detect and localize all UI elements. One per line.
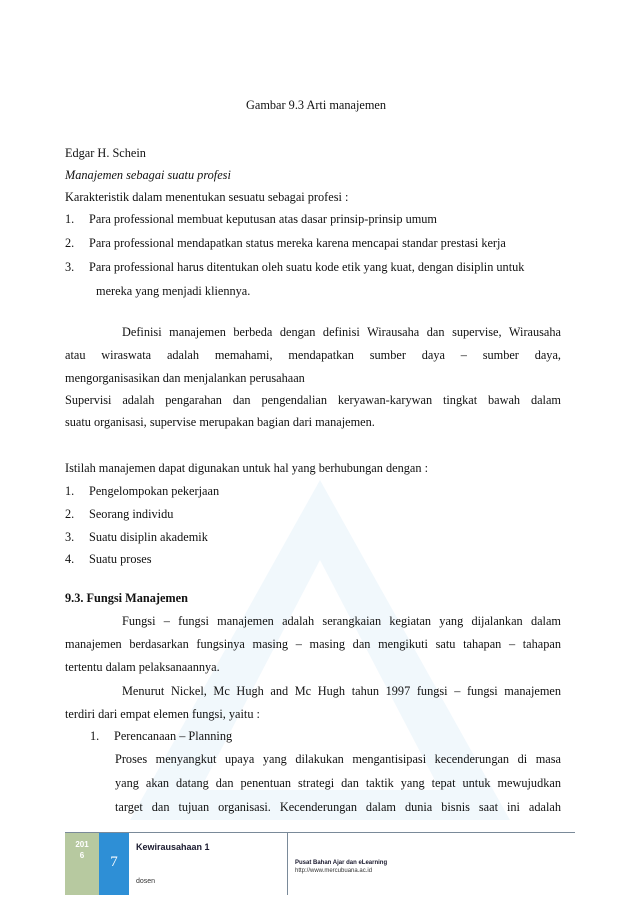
paragraph-supervision-line: suatu organisasi, supervise merupakan bagian dari manajemen. bbox=[65, 415, 375, 429]
paragraph-nickel-line: terdiri dari empat elemen fungsi, yaitu : bbox=[65, 707, 260, 721]
paragraph-planning-line: Proses menyangkut upaya yang dilakukan mengantisipasi kecenderungan di masa bbox=[115, 752, 561, 766]
footer-divider bbox=[287, 833, 288, 895]
list-item bbox=[65, 235, 506, 251]
footer-lecturer: dosen bbox=[136, 878, 156, 885]
footer-center-name: Pusat Bahan Ajar dan eLearning bbox=[295, 860, 388, 866]
list-item-text: Para professional harus ditentukan oleh suatu kode etik yang kuat, dengan disiplin untuk bbox=[89, 260, 525, 274]
footer-page-number: 7 bbox=[99, 833, 129, 895]
list-item-text: Para professional mendapatkan status mereka karena mencapai standar prestasi kerja bbox=[89, 236, 506, 250]
author-name: Edgar H. Schein bbox=[65, 146, 146, 160]
list-item-number: 3. bbox=[65, 260, 75, 274]
footer-course-title: Kewirausahaan 1 bbox=[136, 842, 210, 852]
list-item bbox=[65, 211, 437, 227]
list-item-number: 2. bbox=[65, 507, 75, 521]
list-item-number: 1. bbox=[65, 212, 75, 226]
footer-year-line: 6 bbox=[79, 851, 85, 860]
list-item bbox=[65, 259, 524, 275]
paragraph-definition-line: mengorganisasikan dan menjalankan perusahaan bbox=[65, 371, 305, 385]
list-item-number: 1. bbox=[90, 729, 100, 743]
paragraph-nickel-line: Menurut Nickel, Mc Hugh and Mc Hugh tahun 1997 fungsi – fungsi manajemen bbox=[122, 684, 561, 698]
paragraph-definition-line: Definisi manajemen berbeda dengan definisi Wirausaha dan supervise, Wirausaha bbox=[122, 325, 561, 339]
section-heading: 9.3. Fungsi Manajemen bbox=[65, 591, 188, 605]
list-item bbox=[65, 506, 173, 522]
paragraph-planning-line: yang akan datang dan penentuan strategi dan taktik yang tepat untuk mewujudkan bbox=[115, 776, 561, 790]
list-item-text: Para professional membuat keputusan atas dasar prinsip-prinsip umum bbox=[89, 212, 437, 226]
list-item-text: Pengelompokan pekerjaan bbox=[89, 484, 220, 498]
list-item-text: Seorang individu bbox=[89, 507, 174, 521]
footer-rule bbox=[65, 832, 575, 833]
list-item-number: 3. bbox=[65, 530, 75, 544]
list-item bbox=[65, 551, 152, 567]
footer-year-line: 201 bbox=[75, 840, 89, 849]
list-item-continuation: mereka yang menjadi kliennya. bbox=[96, 284, 251, 298]
usage-intro: Istilah manajemen dapat digunakan untuk hal yang berhubungan dengan : bbox=[65, 461, 428, 475]
list-item bbox=[65, 529, 208, 545]
list-item-text: Suatu disiplin akademik bbox=[89, 530, 208, 544]
paragraph-functions-line: manajemen berdasarkan fungsinya masing – masing dan mengikuti satu tahapan – tahapan bbox=[65, 637, 561, 651]
list-item-number: 4. bbox=[65, 552, 75, 566]
list-item-text: Suatu proses bbox=[89, 552, 152, 566]
figure-caption: Gambar 9.3 Arti manajemen bbox=[246, 98, 387, 112]
list-item-number: 1. bbox=[65, 484, 75, 498]
characteristics-intro: Karakteristik dalam menentukan sesuatu sebagai profesi : bbox=[65, 190, 349, 204]
list-item bbox=[65, 483, 219, 499]
paragraph-planning-line: target dan tujuan organisasi. Kecenderungan dalam dunia bisnis saat ini adalah bbox=[115, 800, 561, 814]
footer-year-box bbox=[65, 833, 99, 895]
list-item-text: Perencanaan – Planning bbox=[114, 729, 233, 743]
paragraph-supervision-line: Supervisi adalah pengarahan dan pengendalian keryawan-karywan tingkat bawah dalam bbox=[65, 393, 561, 407]
subtitle: Manajemen sebagai suatu profesi bbox=[65, 168, 231, 182]
list-item-number: 2. bbox=[65, 236, 75, 250]
footer-url-link[interactable]: http://www.mercubuana.ac.id bbox=[295, 868, 373, 874]
paragraph-functions-line: tertentu dalam pelaksanaannya. bbox=[65, 660, 220, 674]
paragraph-definition-line: atau wiraswata adalah memahami, mendapatkan sumber daya – sumber daya, bbox=[65, 348, 561, 362]
paragraph-functions-line: Fungsi – fungsi manajemen adalah serangkaian kegiatan yang dijalankan dalam bbox=[122, 614, 561, 628]
list-item bbox=[90, 728, 232, 744]
